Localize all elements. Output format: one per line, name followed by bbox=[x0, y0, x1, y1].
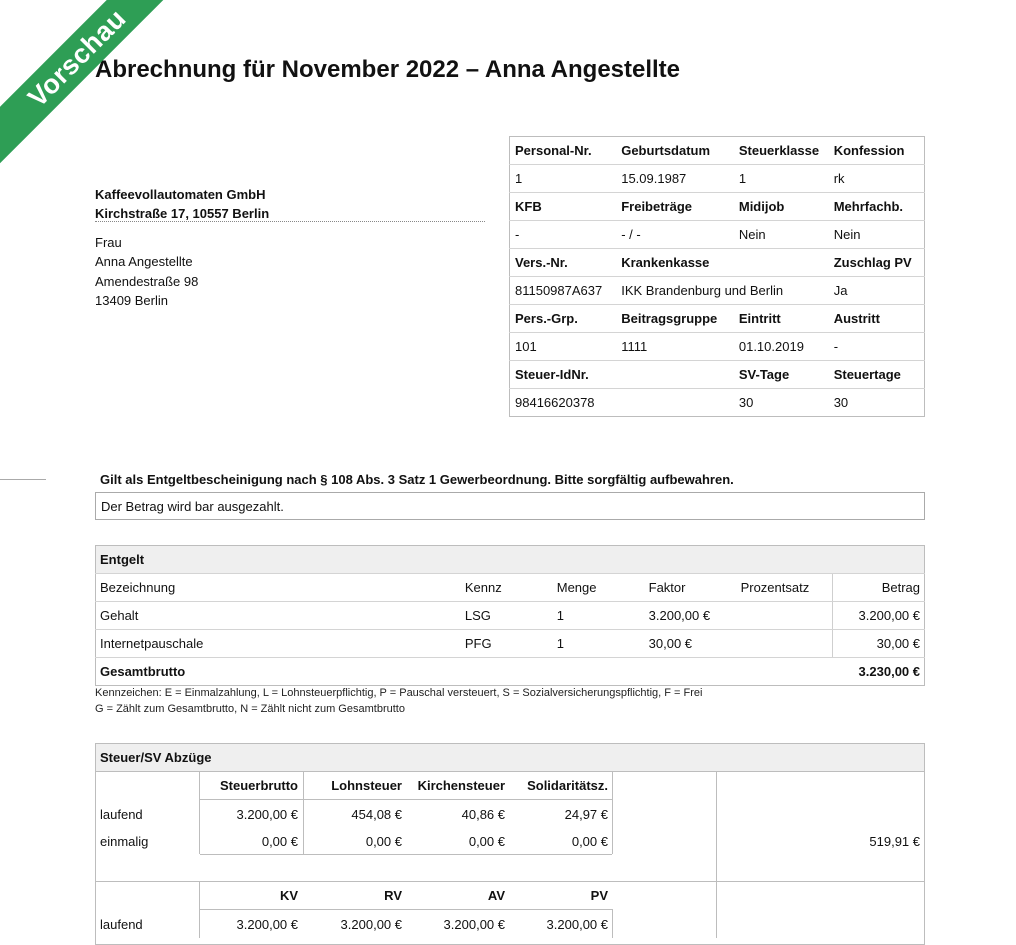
gesamtbrutto-value: 3.230,00 € bbox=[858, 664, 920, 679]
recipient-street: Amendestraße 98 bbox=[95, 273, 199, 289]
sv-header-kv: KV bbox=[279, 888, 298, 903]
row-kennz: PFG bbox=[461, 630, 553, 658]
legend-line: G = Zählt zum Gesamtbrutto, N = Zählt nicht zum Gesamtbrutto bbox=[95, 703, 405, 715]
row-betrag: 3.200,00 € bbox=[833, 602, 925, 630]
info-value-row bbox=[510, 389, 925, 417]
tax-value: 3.200,00 € bbox=[236, 807, 298, 822]
sv-value: 3.200,00 € bbox=[340, 917, 402, 932]
info-value-row bbox=[510, 165, 925, 193]
info-value: - / - bbox=[616, 221, 734, 249]
entgelt-table bbox=[95, 545, 925, 686]
row-kennz: LSG bbox=[461, 602, 553, 630]
info-value: Nein bbox=[829, 221, 925, 249]
divider bbox=[96, 881, 924, 882]
divider bbox=[200, 909, 612, 910]
info-value: 1 bbox=[510, 165, 617, 193]
divider bbox=[612, 909, 613, 938]
row-bezeichnung: Gehalt bbox=[96, 602, 461, 630]
info-label: Beitragsgruppe bbox=[616, 305, 734, 333]
gesamtbrutto-label: Gesamtbrutto bbox=[100, 664, 186, 679]
address-divider bbox=[95, 221, 485, 222]
table-row bbox=[96, 630, 925, 658]
info-label: Midijob bbox=[734, 193, 829, 221]
col-faktor: Faktor bbox=[645, 574, 737, 602]
row-menge: 1 bbox=[553, 630, 645, 658]
row-prozentsatz bbox=[737, 630, 833, 658]
recipient-name: Anna Angestellte bbox=[95, 254, 193, 270]
info-label: Krankenkasse bbox=[616, 249, 828, 277]
info-label: Steuer-IdNr. bbox=[510, 361, 617, 389]
info-header-row bbox=[510, 193, 925, 221]
info-label: Steuertage bbox=[829, 361, 925, 389]
info-label: Zuschlag PV bbox=[829, 249, 925, 277]
divider bbox=[716, 881, 717, 938]
legend-line: Kennzeichen: E = Einmalzahlung, L = Lohnsteuerpflichtig, P = Pauschal versteuert, S = Sozialversicherungspflichtig, F = Frei bbox=[95, 687, 703, 699]
info-label: Vers.-Nr. bbox=[510, 249, 617, 277]
tax-header-kirchensteuer: Kirchensteuer bbox=[417, 778, 505, 793]
row-menge: 1 bbox=[553, 602, 645, 630]
info-value: IKK Brandenburg und Berlin bbox=[616, 277, 828, 305]
info-value: 81150987A637 bbox=[510, 277, 617, 305]
row-faktor: 30,00 € bbox=[645, 630, 737, 658]
info-label: Geburtsdatum bbox=[616, 137, 734, 165]
info-value: Ja bbox=[829, 277, 925, 305]
sv-value: 3.200,00 € bbox=[546, 917, 608, 932]
divider bbox=[200, 799, 612, 800]
row-betrag: 30,00 € bbox=[833, 630, 925, 658]
info-value: Nein bbox=[734, 221, 829, 249]
info-value-row bbox=[510, 333, 925, 361]
tax-header-lohnsteuer: Lohnsteuer bbox=[331, 778, 402, 793]
tax-value: 0,00 € bbox=[365, 834, 402, 849]
tax-value: 40,86 € bbox=[461, 807, 505, 822]
divider bbox=[716, 772, 717, 882]
info-value: 15.09.1987 bbox=[616, 165, 734, 193]
sv-header-av: AV bbox=[487, 888, 505, 903]
page-title: Abrechnung für November 2022 – Anna Angestellte bbox=[95, 56, 681, 83]
info-value: 1111 bbox=[616, 333, 734, 361]
employer-address: Kirchstraße 17, 10557 Berlin bbox=[95, 206, 270, 221]
info-header-row bbox=[510, 137, 925, 165]
info-label: Mehrfachb. bbox=[829, 193, 925, 221]
row-bezeichnung: Internetpauschale bbox=[96, 630, 461, 658]
info-label: KFB bbox=[510, 193, 617, 221]
employer-block bbox=[95, 185, 269, 223]
sv-header-rv: RV bbox=[384, 888, 402, 903]
info-label: Steuerklasse bbox=[734, 137, 829, 165]
tax-value: 0,00 € bbox=[571, 834, 608, 849]
info-label: Austritt bbox=[829, 305, 925, 333]
sv-value: 3.200,00 € bbox=[236, 917, 298, 932]
info-value: 30 bbox=[833, 395, 849, 410]
divider bbox=[303, 772, 304, 854]
info-value: - bbox=[829, 333, 925, 361]
tax-value: 24,97 € bbox=[564, 807, 608, 822]
divider bbox=[199, 772, 200, 854]
entgelt-title: Entgelt bbox=[96, 546, 925, 574]
info-header-row bbox=[510, 305, 925, 333]
kennzeichen-legend bbox=[95, 685, 702, 717]
tax-header-steuerbrutto: Steuerbrutto bbox=[220, 778, 298, 793]
recipient-salutation: Frau bbox=[95, 235, 122, 250]
info-header-row bbox=[510, 249, 925, 277]
row-label-laufend: laufend bbox=[100, 917, 143, 932]
info-value: 1 bbox=[734, 165, 829, 193]
tax-header-soli: Solidaritätsz. bbox=[527, 778, 608, 793]
preview-ribbon: Vorschau bbox=[0, 0, 187, 168]
col-kennz: Kennz bbox=[461, 574, 553, 602]
info-value-row bbox=[510, 221, 925, 249]
row-label-einmalig: einmalig bbox=[100, 834, 149, 849]
row-faktor: 3.200,00 € bbox=[645, 602, 737, 630]
legal-notice: Gilt als Entgeltbescheinigung nach § 108 Abs. 3 Satz 1 Gewerbeordnung. Bitte sorgfältig aufbewahren. bbox=[100, 472, 734, 487]
info-value: 01.10.2019 bbox=[734, 333, 829, 361]
info-label: Eintritt bbox=[734, 305, 829, 333]
row-prozentsatz bbox=[737, 602, 833, 630]
employee-info-table bbox=[509, 136, 925, 417]
info-header-row bbox=[510, 361, 925, 389]
gesamtbrutto-row bbox=[96, 658, 925, 686]
employer-name: Kaffeevollautomaten GmbH bbox=[95, 187, 266, 202]
col-betrag: Betrag bbox=[833, 574, 925, 602]
recipient-city: 13409 Berlin bbox=[95, 292, 168, 308]
info-value-row bbox=[510, 277, 925, 305]
tax-value: 0,00 € bbox=[468, 834, 505, 849]
recipient-block bbox=[95, 233, 198, 310]
info-label: SV-Tage bbox=[734, 361, 829, 389]
tax-value: 454,08 € bbox=[351, 807, 402, 822]
sv-header-pv: PV bbox=[590, 888, 608, 903]
entgelt-section-header bbox=[96, 546, 925, 574]
tax-value: 0,00 € bbox=[261, 834, 298, 849]
info-value: 30 bbox=[738, 395, 754, 410]
entgelt-column-headers bbox=[96, 574, 925, 602]
col-bezeichnung: Bezeichnung bbox=[96, 574, 461, 602]
info-value: 101 bbox=[510, 333, 617, 361]
divider bbox=[612, 772, 613, 854]
info-value: - bbox=[510, 221, 617, 249]
payment-method-box bbox=[95, 492, 925, 520]
payment-method-text: Der Betrag wird bar ausgezahlt. bbox=[101, 499, 284, 514]
info-value: rk bbox=[829, 165, 925, 193]
steuer-sv-title: Steuer/SV Abzüge bbox=[100, 750, 212, 765]
divider bbox=[200, 854, 612, 855]
info-value: 98416620378 bbox=[515, 395, 595, 410]
tax-total: 519,91 € bbox=[869, 834, 920, 849]
info-label: Pers.-Grp. bbox=[510, 305, 617, 333]
info-label: Personal-Nr. bbox=[510, 137, 617, 165]
sv-value: 3.200,00 € bbox=[443, 917, 505, 932]
row-label-laufend: laufend bbox=[100, 807, 143, 822]
info-label: Freibeträge bbox=[616, 193, 734, 221]
info-label: Konfession bbox=[829, 137, 925, 165]
fold-mark bbox=[0, 479, 46, 480]
table-row bbox=[96, 602, 925, 630]
col-prozentsatz: Prozentsatz bbox=[737, 574, 833, 602]
col-menge: Menge bbox=[553, 574, 645, 602]
steuer-sv-header bbox=[96, 744, 924, 772]
